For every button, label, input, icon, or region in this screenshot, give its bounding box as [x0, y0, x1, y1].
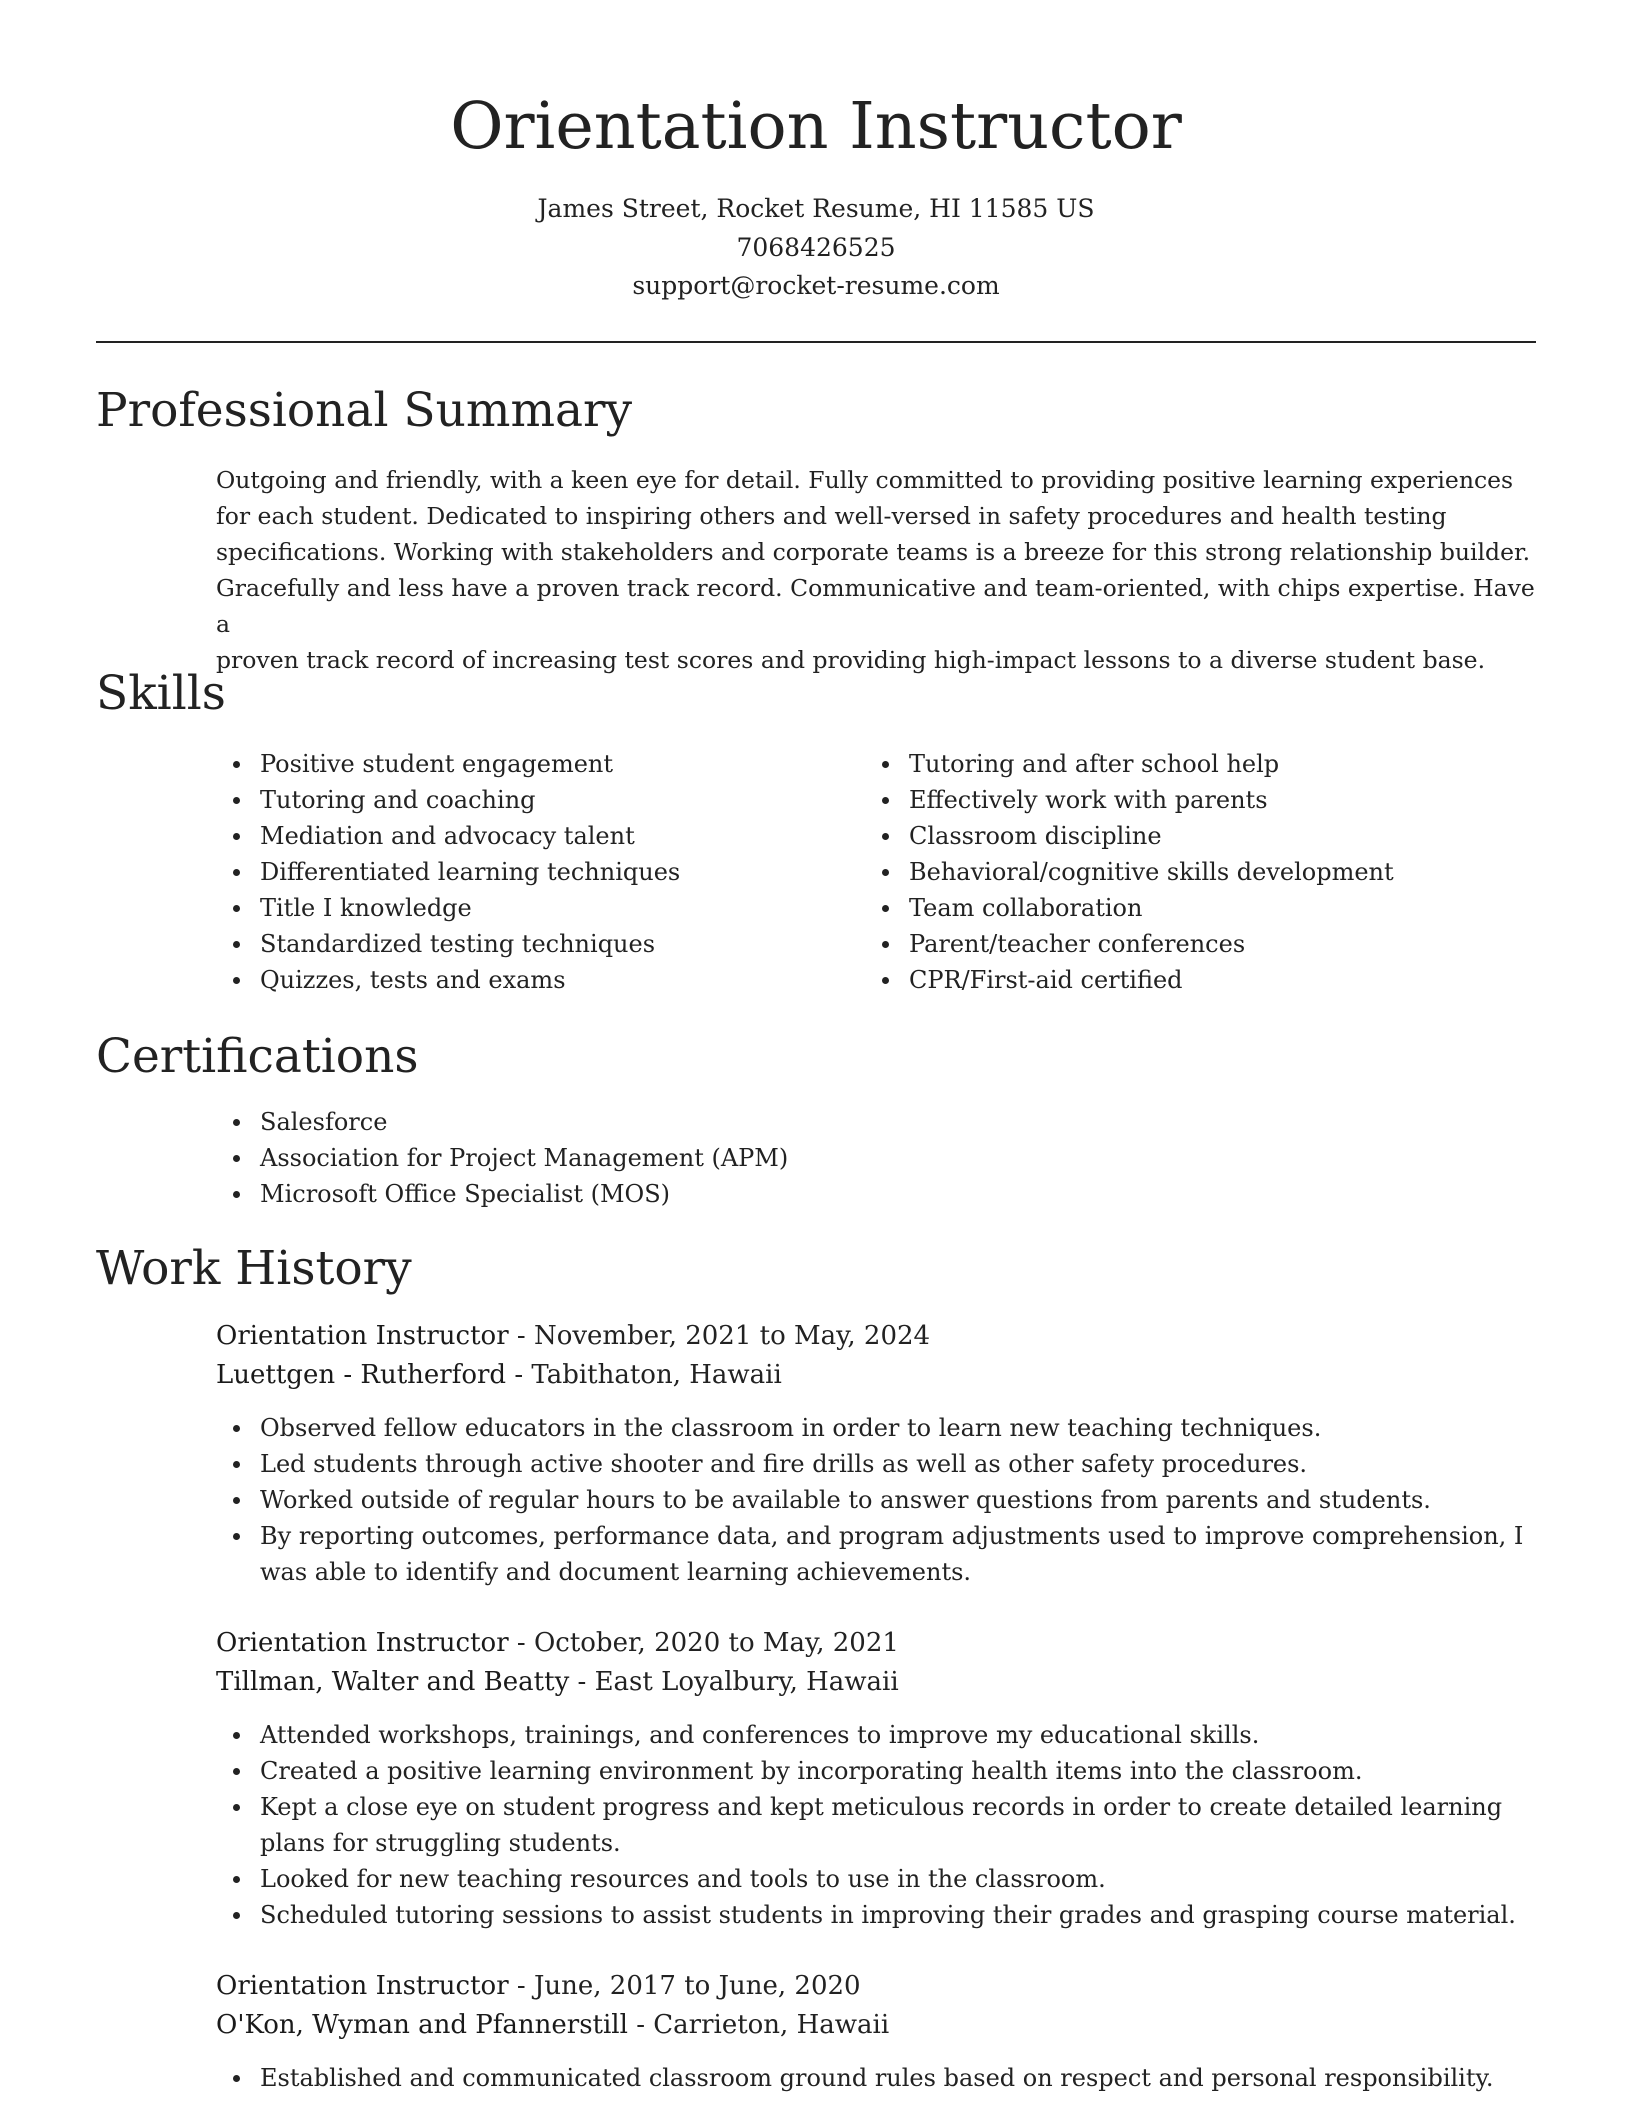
certification-item: Microsoft Office Specialist (MOS) — [216, 1176, 1536, 1212]
job-duty: Led students through active shooter and fire drills as well as other safety procedures. — [216, 1446, 1546, 1482]
job-location: - Tabithaton, Hawaii — [514, 1360, 782, 1390]
job-company-line — [216, 2006, 889, 2044]
job-duties-list — [216, 1717, 1546, 1933]
skill-item: Mediation and advocacy talent — [216, 818, 856, 854]
job-location: - East Loyalbury, Hawaii — [577, 1667, 899, 1697]
contact-address: James Street, Rocket Resume, HI 11585 US — [537, 194, 1095, 223]
skill-item: Classroom discipline — [865, 818, 1545, 854]
skill-item: Parent/teacher conferences — [865, 926, 1545, 962]
summary-text: Outgoing and friendly, with a keen eye for detail. Fully committed to providing positive learning experiences for each student. Dedicated to inspiring others and well-versed in safety procedures and health testing specifications. Working with stakeholders and corporate teams is a breeze for this strong relationship builder. Gracefully and less have a proven track record. Communicative and team-oriented, with chips expertise. Have a proven track record of increasing test scores and providing high-impact lessons to a diverse student base. — [216, 466, 1535, 674]
job-duties-list — [216, 1410, 1546, 1590]
job-duty: Observed fellow educators in the classroom in order to learn new teaching techniques. — [216, 1410, 1546, 1446]
job-duty: Kept a close eye on student progress and kept meticulous records in order to create detailed learning plans for struggling students. — [216, 1789, 1546, 1861]
contact-phone: 7068426525 — [736, 233, 896, 262]
job-role: Orientation Instructor — [216, 1321, 509, 1351]
skills-heading: Skills — [96, 666, 226, 721]
certification-item: Salesforce — [216, 1104, 1536, 1140]
job-duties-list — [216, 2060, 1546, 2096]
header-divider — [96, 341, 1536, 343]
job-duty: Looked for new teaching resources and tools to use in the classroom. — [216, 1861, 1546, 1897]
job-title-line — [216, 1317, 930, 1355]
job-company: Tillman, Walter and Beatty — [216, 1667, 570, 1697]
skill-item: Behavioral/cognitive skills development — [865, 854, 1545, 890]
job-duty: Established and communicated classroom ground rules based on respect and personal responsibility. — [216, 2060, 1546, 2096]
skill-item: Effectively work with parents — [865, 782, 1545, 818]
certification-item: Association for Project Management (APM) — [216, 1140, 1536, 1176]
job-dates: - November, 2021 to May, 2024 — [516, 1321, 931, 1351]
resume-name: Orientation Instructor — [450, 89, 1182, 164]
certifications-heading: Certifications — [96, 1029, 419, 1084]
skills-list-left — [216, 746, 856, 998]
job-company: Luettgen - Rutherford — [216, 1360, 507, 1390]
skill-item: Differentiated learning techniques — [216, 854, 856, 890]
contact-email: support@rocket-resume.com — [632, 271, 1000, 300]
skill-item: CPR/First-aid certified — [865, 962, 1545, 998]
job-duty: Worked outside of regular hours to be available to answer questions from parents and students. — [216, 1482, 1546, 1518]
skill-item: Quizzes, tests and exams — [216, 962, 856, 998]
job-duty: By reporting outcomes, performance data, and program adjustments used to improve comprehension, I was able to identify and document learning achievements. — [216, 1518, 1546, 1590]
skill-item: Title I knowledge — [216, 890, 856, 926]
work-history-heading: Work History — [96, 1241, 412, 1296]
job-dates: - October, 2020 to May, 2021 — [516, 1628, 899, 1658]
summary-heading: Professional Summary — [96, 383, 633, 438]
job-company: O'Kon, Wyman and Pfannerstill — [216, 2010, 628, 2040]
job-dates: - June, 2017 to June, 2020 — [516, 1971, 861, 2001]
job-company-line — [216, 1663, 899, 1701]
skill-item: Tutoring and coaching — [216, 782, 856, 818]
skill-item: Team collaboration — [865, 890, 1545, 926]
job-duty: Attended workshops, trainings, and conferences to improve my educational skills. — [216, 1717, 1546, 1753]
skills-list-right — [865, 746, 1545, 998]
job-duty: Scheduled tutoring sessions to assist students in improving their grades and grasping course material. — [216, 1897, 1546, 1933]
job-role: Orientation Instructor — [216, 1971, 509, 2001]
job-location: - Carrieton, Hawaii — [636, 2010, 890, 2040]
job-title-line — [216, 1624, 899, 1662]
skill-item: Tutoring and after school help — [865, 746, 1545, 782]
skill-item: Positive student engagement — [216, 746, 856, 782]
job-duty: Created a positive learning environment by incorporating health items into the classroom. — [216, 1753, 1546, 1789]
skill-item: Standardized testing techniques — [216, 926, 856, 962]
job-role: Orientation Instructor — [216, 1628, 509, 1658]
job-title-line — [216, 1967, 861, 2005]
job-company-line — [216, 1356, 782, 1394]
certifications-list — [216, 1104, 1536, 1212]
